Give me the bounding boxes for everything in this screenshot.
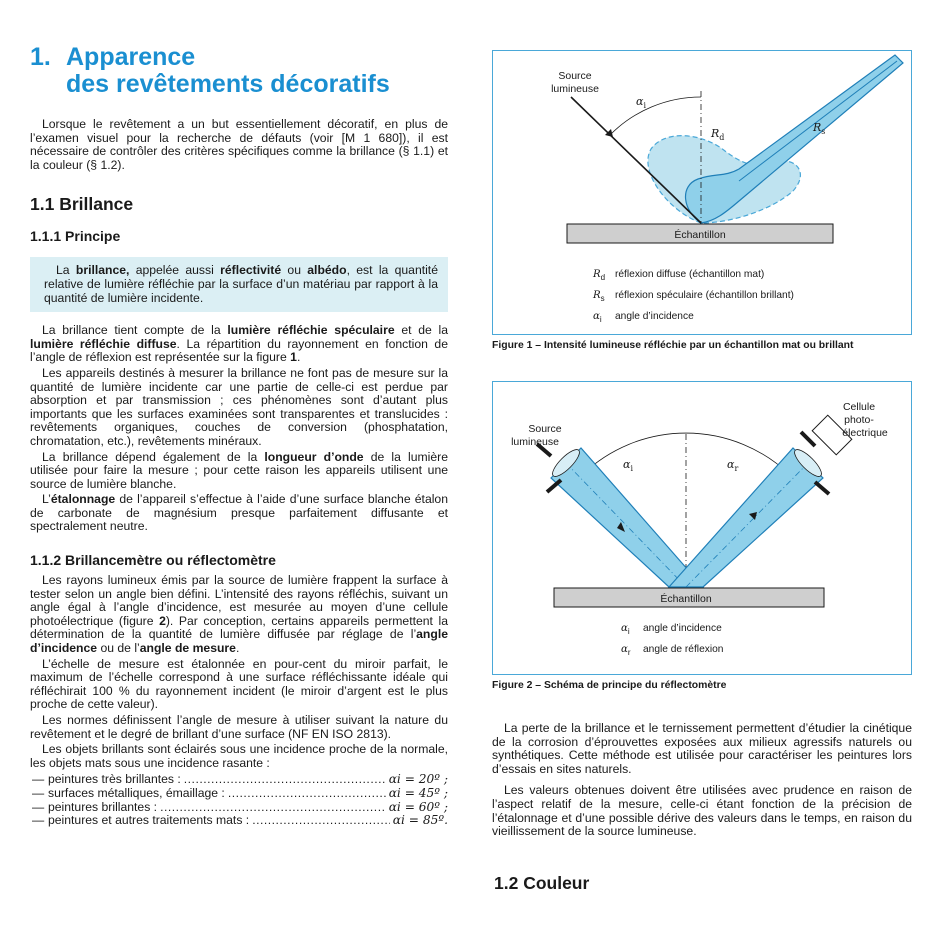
cell-slit-bottom <box>815 482 829 494</box>
subsection-title-brillance: 1.1 Brillance <box>30 194 134 215</box>
angle-arc <box>610 97 701 135</box>
sample-label: Échantillon <box>660 593 712 605</box>
definition-text: La brillance, appelée aussi réflectivité ou albédo, est la quantité relative de lumière réfléchie par la surface d’un matériau par rapport à la quantité de lumière incidente. <box>44 263 438 305</box>
section-title-line2: des revêtements décoratifs <box>66 70 390 98</box>
paragraph-scale: L’échelle de mesure est étalonnée en pour-cent du miroir parfait, le maximum de l’échelle correspond à une surface réfléchissante idéale qui réfléchirait 100 % du rayonnement incident (le miroir d’argent est le plus proche de cette valeur). <box>30 656 448 712</box>
fig1-legend-item: $R_s$ réflexion spéculaire (échantillon brillant) <box>593 290 794 304</box>
section-heading <box>30 44 448 98</box>
cell-label-1: Cellule <box>842 401 876 413</box>
figure-2-caption: Figure 2 – Schéma de principe du réflectomètre <box>492 680 727 691</box>
section-number: 1. <box>30 43 51 71</box>
figure-1 <box>492 50 912 335</box>
angle-list-item: — peintures et autres traitements mats : ..... αi = 85º. <box>30 814 448 828</box>
definition-box <box>30 257 448 312</box>
fig2-legend-item: $\alpha_i$ angle d’incidence <box>621 623 722 637</box>
rd-label: $R_d$ <box>711 127 725 142</box>
subsection-title-couleur: 1.2 Couleur <box>494 872 590 893</box>
reflected-beam <box>669 448 823 587</box>
alpha-i-label: $\alpha_i$ <box>623 458 633 473</box>
right-column <box>492 50 912 893</box>
paragraph-corrosion: La perte de la brillance et le ternissement permettent d’étudier la cinétique de la corrosion d’éprouvettes exposées aux milieux agressifs naturels ou synthétiques. Cette méthode est utilisée pour caractériser les peintures lors d’essais en sites naturels. <box>492 721 912 776</box>
figure-1-caption: Figure 1 – Intensité lumineuse réfléchie par un échantillon mat ou brillant <box>492 340 854 351</box>
paragraph-caution: Les valeurs obtenues doivent être utilisées avec prudence en raison de l’aspect relatif de la mesure, celle-ci étant fonction de la précision de l’étalonnage et d’une possible dérive des valeurs dans le temps, en raison du vieillissement de la source lumineuse. <box>492 783 912 839</box>
paragraph-calibration: L’étalonnage de l’appareil s’effectue à l’aide d’une surface blanche étalon de carbonate de magnésium presque parfaitement diffusante et spectralement neutre. <box>30 492 448 534</box>
subsubsection-title-reflectometre: 1.1.2 Brillancemètre ou réflectomètre <box>30 552 276 569</box>
figure-2-legend <box>621 620 723 662</box>
figure-2 <box>492 381 912 675</box>
figure-1-legend <box>593 266 794 329</box>
paragraph-incidence: Les objets brillants sont éclairés sous une incidence proche de la normale, les objets mats sous une incidence rasante : <box>30 742 448 770</box>
alpha-label: $\alpha_i$ <box>636 95 646 110</box>
angle-list-item: — peintures très brillantes : ..... αi = 20º ; <box>30 773 448 787</box>
paragraph-reflection-types: La brillance tient compte de la lumière réfléchie spéculaire et de la lumière réfléchie diffuse. La répartition du rayonnement en fonction de l’angle de réflexion est représentée sur la figure 1. <box>30 323 448 365</box>
paragraph-instruments: Les appareils destinés à mesurer la brillance ne font pas de mesure sur la quantité de lumière incidente car une partie de celle-ci est perdue par absorption et par transmission ; ces phénomènes sont d’autant plus importants que les surfaces examinées sont transparentes et translucides : revêtements organiques, couches de conversion (phosphatation, chromatation, etc.), revêtements minéraux. <box>30 365 448 448</box>
alpha-r-label: $\alpha_r$ <box>727 458 739 473</box>
left-column <box>30 44 448 828</box>
section-title-line1: Apparence <box>66 43 196 71</box>
source-label-2: lumineuse <box>551 83 599 95</box>
sample-label: Échantillon <box>674 229 726 241</box>
source-label-1: Source <box>558 70 592 82</box>
cell-label-2: photo- <box>844 414 874 426</box>
subsubsection-title-principe: 1.1.1 Principe <box>30 228 121 245</box>
source-label-1: Source <box>528 423 562 435</box>
paragraph-wavelength: La brillance dépend également de la longueur d’onde de la lumière utilisée pour faire la mesure ; pour cette raison les appareils utilisent une source de lumière blanche. <box>30 449 448 491</box>
cell-label-3: électrique <box>842 427 888 439</box>
intro-paragraph: Lorsque le revêtement a un but essentiellement décoratif, en plus de l’examen visuel pour la recherche de défauts (voir [M 1 680]), il est nécessaire de contrôler des critères spécifiques comme la brillance (§ 1.1) et la couleur (§ 1.2). <box>30 117 448 172</box>
angle-list <box>30 773 448 827</box>
fig2-legend-item: $\alpha_r$ angle de réflexion <box>621 644 724 658</box>
cell-slit-top <box>801 432 815 446</box>
angle-list-item: — surfaces métalliques, émaillage : ..... αi = 45º ; <box>30 787 448 801</box>
angle-list-item: — peintures brillantes : ..... αi = 60º ; <box>30 801 448 815</box>
fig1-legend-item: $R_d$ réflexion diffuse (échantillon mat) <box>593 269 765 283</box>
paragraph-principle: Les rayons lumineux émis par la source de lumière frappent la surface à tester selon un angle bien défini. L’intensité des rayons réfléchis, suivant un angle égal à l’angle d’incidence, est mesurée au moyen d’une cellule photoélectrique (figure 2). Par conception, certains appareils permettent la détermination de la quantité de lumière diffusée par réglage de l’angle d’incidence ou de l’angle de mesure. <box>30 573 448 656</box>
source-label-2: lumineuse <box>511 436 559 448</box>
rs-label: $R_s$ <box>813 121 826 136</box>
paragraph-standards: Les normes définissent l’angle de mesure à utiliser suivant la nature du revêtement et le degré de brillant d’une surface (NF EN ISO 2813). <box>30 713 448 741</box>
fig1-legend-item: $\alpha_i$ angle d’incidence <box>593 311 694 325</box>
